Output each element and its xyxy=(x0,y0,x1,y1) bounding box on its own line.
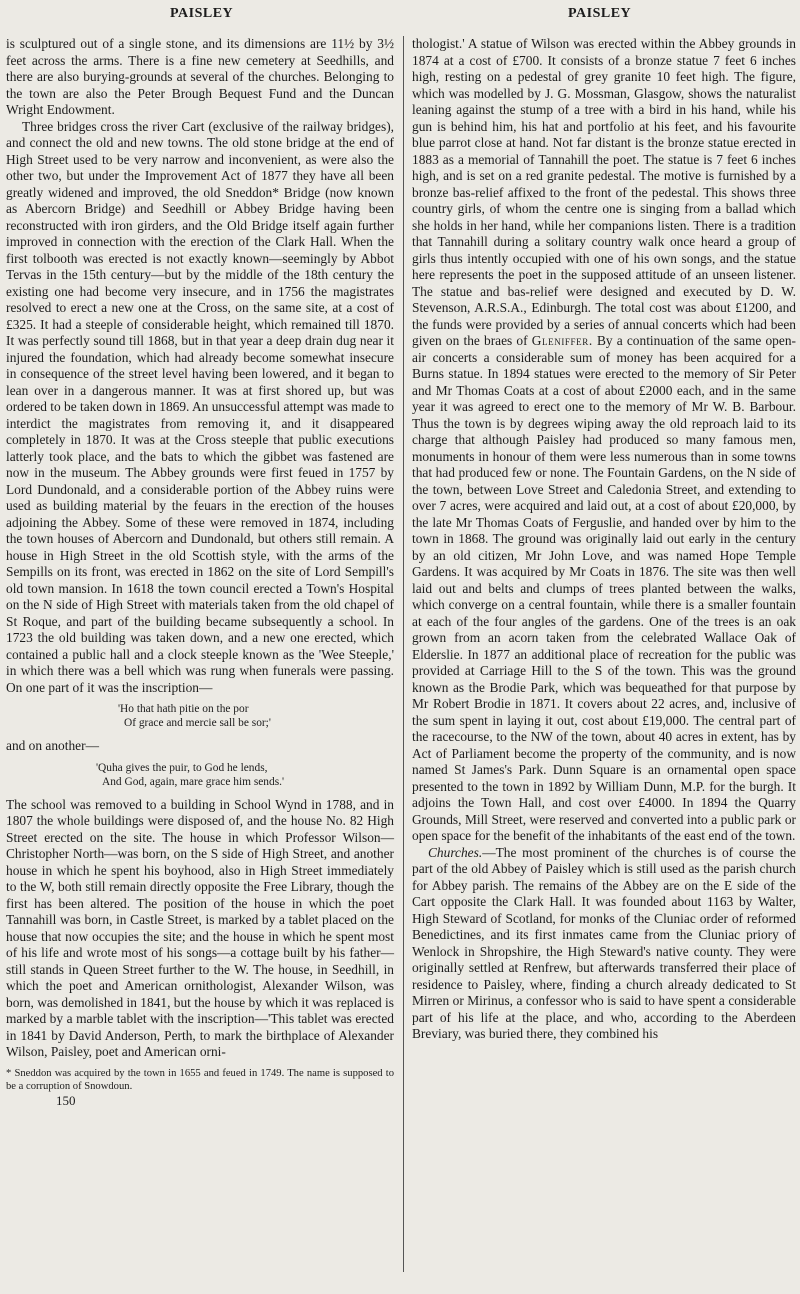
inscription-verse-2 xyxy=(6,761,394,789)
churches-heading: Churches. xyxy=(428,844,483,860)
inscription-verse-1 xyxy=(6,702,394,730)
gleniffer-text: Gleniffer. xyxy=(531,333,593,348)
left-column xyxy=(6,36,394,1109)
statues-text: thologist.' A statue of Wilson was erected within the Abbey grounds in 1874 at a cost of £700. It consists of a bronze statue 7 feet 6 inches high, resting on a pedestal of grey granite 10 feet high. The figure, which was modelled by J. G. Mossman, Glasgow, shows the naturalist leaning against the stump of a tree with a bird in his hand, while his gun is behind him, his hat and portfolio at his feet, and his favourite blue parrot close at hand. Not far distant is the bronze statue erected in 1883 as a memorial of Tannahill the poet. The statue is 7 feet 6 inches high, and is set on a red granite pedestal. The motive is furnished by a bronze bas-relief affixed to the front of the pedestal. This shows three country girls, of whom the centre one is singing from a ballad which she holds in her hand, while her companions listen. There is a tradition that Tannahill during a solitary country walk once heard a group of girls thus intently occupied with one of his own songs, and the statue here represents the poet in the supposed attitude of an unseen listener. The statue and bas-relief were designed and executed by D. W. Stevenson, A.R.S.A., Edinburgh. The total cost was about £1200, and the funds were provided by a series of annual concerts which had been given on the braes of xyxy=(412,36,796,348)
verse-line: 'Ho that hath pitie on the por xyxy=(118,703,249,715)
parks-text: By a continuation of the same open-air concerts a considerable sum of money has been acquired for a Burns statue. In 1894 statues were erected to the memory of Sir Peter and Mr Thomas Coats at a cost of about £2000 each, and in the same year it was agreed to erect one to the memory of Mr W. B. Barbour. Thus the town is by degrees wiping away the old reproach laid to its charge that although Paisley had produced so many famous men, monuments in honour of them were less numerous than in some towns that had produced few or none. The Fountain Gardens, on the N side of the town, between Love Street and Caledonia Street, and extending to over 7 acres, were acquired and laid out, at a cost of about £20,000, by the late Mr Thomas Coats of Ferguslie, and handed over by him to the town in 1868. The ground was originally laid out early in the century by an old citizen, Mr John Love, and was named Hope Temple Gardens. It was acquired by Mr Coats in 1876. The site was then well laid out and belts and clumps of trees planted between the walks, which converge on a central fountain, while there is a smaller fountain at each of the four angles of the gardens. One of the trees is an oak grown from an acorn taken from the celebrated Wallace Oak of Elderslie. In 1877 an additional place of recreation for the public was provided at Carriage Hill to the S of the town. This was the ground known as the Brodie Park, which was bequeathed for that purpose by Mr Robert Brodie in 1871. It covers about 22 acres, and, inclusive of the sum spent in laying it out, cost about £19,000. The central part of the racecourse, to the NW of the town, about 40 acres in extent, has by Act of Parliament become the property of the community, and is now named St James's Park. Dunn Square is an ornamental open space presented to the town in 1892 by William Dunn, M.P. for the burgh. It adjoins the Town Hall, and cost over £4000. In 1894 the Quarry Grounds, Mill Street, were reserved and converted into a public park or open space for the benefit of the inhabitants of the east end of the town. xyxy=(412,333,796,843)
verse-line: Of grace and mercie sall be sor;' xyxy=(124,717,271,729)
paragraph-statues xyxy=(412,36,796,845)
right-column xyxy=(412,36,796,1043)
paragraph-school: The school was removed to a building in School Wynd in 1788, and in 1807 the whole buildings were disposed of, and the house No. 82 High Street erected on the site. The house in which Professor Wilson—Christopher North—was born, on the S side of High Street, and another house in which he spent his boyhood, also in High Street immediately to the W, both still remain directly opposite the Free Library, though the first has been altered. The position of the house in which the poet Tannahill was born, in Castle Street, is marked by a tablet placed on the house that now occupies the site; and the house in which he spent most of his life and wrote most of his songs—a cottage built by his father—still stands in Queen Street further to the W. The house, in Seedhill, in which the poet and American ornithologist, Alexander Wilson, was born, was demolished in 1841, but the house by which it was replaced is marked by a marble tablet with the inscription—'This tablet was erected in 1841 by David Anderson, Perth, to mark the birthplace of Alexander Wilson, Paisley, poet and American orni- xyxy=(6,796,394,1059)
verse-line: 'Quha gives the puir, to God he lends, xyxy=(96,761,268,774)
running-header-right: PAISLEY xyxy=(568,6,632,21)
churches-text: —The most prominent of the churches is of course the part of the old Abbey of Paisley which is still used as the parish church for Abbey parish. The remains of the Abbey are on the E side of the Cart opposite the Clark Hall. It was founded about 1163 by Walter, High Steward of Scotland, for monks of the Cluniac order of reformed Benedictines, and its first inmates came from the Cluniac priory of Wenlock in Shropshire, the High Steward's native county. They were originally settled at Renfrew, but afterwards transferred their place of residence to Paisley, where, finding a church already dedicated to St Mirren or Mirinus, a confessor who is said to have spent a considerable part of his life at the place, and who, according to the Aberdeen Breviary, was buried there, they combined his xyxy=(412,844,796,1041)
page-number: 150 xyxy=(56,1092,76,1108)
footnote: * Sneddon was acquired by the town in 1655 and feued in 1749. The name is supposed to be a corruption of Snowdoun. xyxy=(6,1067,394,1092)
and-another-text: and on another— xyxy=(6,738,99,753)
verse-line: And God, again, mare grace him sends.' xyxy=(102,775,285,788)
column-divider xyxy=(403,36,404,1272)
paragraph-bridges: Three bridges cross the river Cart (exclusive of the railway bridges), and connect the old and new towns. The old stone bridge at the end of High Street used to be very narrow and inconvenient, as were also the other two, but under the Improvement Act of 1877 they have all been greatly widened and improved, the old Sneddon* Bridge (now known as Abercorn Bridge) and Seedhill or Abbey Bridge having been reconstructed with iron girders, and the Old Bridge itself again further improved in connection with the erection of the Clark Hall. When the first tolbooth was erected is not exactly known—seemingly by Abbot Tervas in the 15th century—but by the middle of the 18th century the existing one had become very insecure, and in 1756 the magistrates resolved to erect a new one at the Cross, on the same site, at a cost of £325. It had a steeple of considerable height, which remained till 1870. It was perfectly sound till 1868, but in that year a deep drain dug near it injured the foundation, which had already become somewhat insecure in consequence of the street level having been lowered, and it began to lean over in a dangerous manner. It was at first shored up, but was ordered to be taken down in 1869. An unsuccessful attempt was made to interdict the magistrates from removing it, and it disappeared completely in 1870. It was at the Cross steeple that public executions latterly took place, and the bats to which the gibbet was fastened are now in the museum. The Abbey grounds were first feued in 1757 by Lord Dundonald, and a considerable portion of the Abbey ruins were used as building material by the feuars in the erection of the houses adjoining the Abbey. Some of these were removed in 1874, including the town houses of Abercorn and Dundonald, but others still remain. A house in High Street in the old Scottish style, with the arms of the Sempills on its front, was erected in 1862 on the site of Lord Sempill's old town mansion. In 1618 the town council erected a Town's Hospital on the N side of High Street with materials taken from the old chapel of St Roque, and part of the building became subsequently a school. In 1723 the old building was taken down, and a new one erected, which contained a public hall and a clock steeple known as the 'Wee Steeple,' in which there was a bell which was rung when funerals were passing. On one part of it was the inscription— xyxy=(6,118,394,695)
running-header-left: PAISLEY xyxy=(170,6,234,21)
paragraph-churches xyxy=(412,845,796,1043)
paragraph-cemetery: is sculptured out of a single stone, and its dimensions are 11½ by 3½ feet across the arms. There is a fine new cemetery at Seedhills, and there are also burying-grounds at several of the churches. Belonging to the town are also the Peter Brough Bequest Fund and the Duncan Wright Endowment. xyxy=(6,36,394,117)
